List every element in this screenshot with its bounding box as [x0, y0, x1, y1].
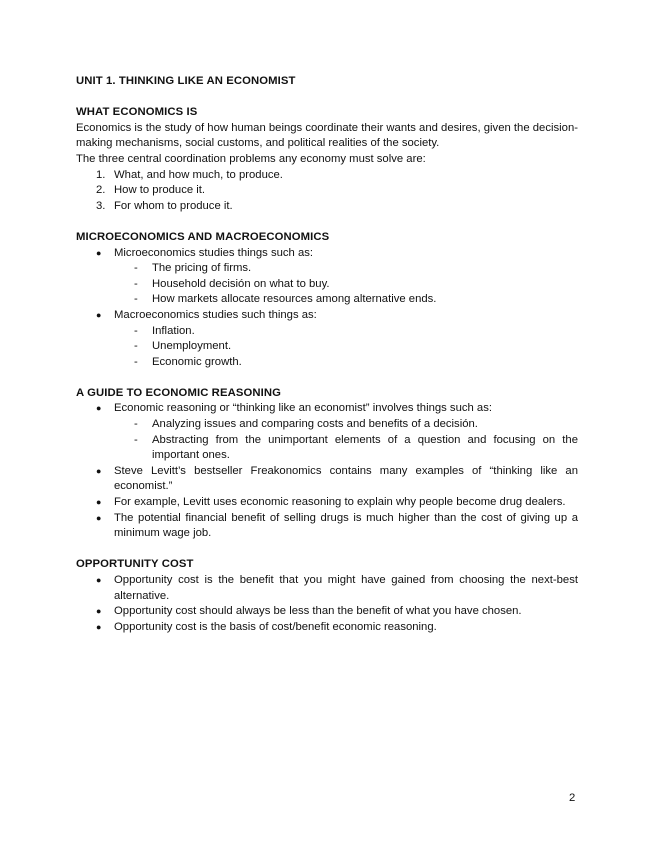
- list-item: [76, 573, 578, 604]
- sublist-item: [114, 261, 578, 277]
- sublist-item-text: Household decisión on what to buy.: [152, 277, 330, 290]
- list-item: [76, 199, 578, 215]
- section-heading-what-economics-is: WHAT ECONOMICS IS: [76, 106, 198, 119]
- list-item-text: Opportunity cost is the benefit that you might have gained from choosing the next-best alternative.: [114, 574, 578, 602]
- dash-icon: -: [134, 433, 138, 446]
- list-number: 1.: [96, 168, 106, 181]
- section-what-economics-is: [76, 105, 578, 214]
- sublist-item-text: Analyzing issues and comparing costs and benefits of a decisión.: [152, 418, 478, 431]
- list-item-text: How to produce it.: [114, 184, 206, 197]
- list-item: [76, 620, 578, 636]
- section-heading-micro-macro: MICROECONOMICS AND MACROECONOMICS: [76, 230, 330, 243]
- dash-icon: -: [134, 262, 138, 275]
- economics-definition: Economics is the study of how human beings coordinate their wants and desires, given the decision-making mechanisms, social customs, and political realities of the society.: [76, 121, 578, 150]
- bullet-icon: ●: [96, 309, 102, 320]
- sublist-item: [114, 417, 578, 433]
- list-item-text: Microeconomics studies things such as:: [114, 246, 314, 259]
- list-item: [76, 183, 578, 199]
- bullet-icon: ●: [96, 621, 102, 632]
- list-item-text: Steve Levitt’s bestseller Freakonomics contains many examples of “thinking like an economist.”: [114, 464, 578, 493]
- section-opportunity-cost: [76, 557, 578, 635]
- sublist-item: [114, 324, 578, 340]
- list-item: [76, 401, 578, 463]
- list-item: [76, 308, 578, 370]
- dash-icon: -: [134, 293, 138, 306]
- sublist-item-text: Unemployment.: [152, 340, 232, 353]
- list-number: 3.: [96, 199, 106, 212]
- bullet-icon: ●: [96, 606, 102, 617]
- micro-macro-list: [76, 246, 578, 371]
- list-item: [76, 246, 578, 308]
- coordination-problems-list: [76, 168, 578, 215]
- dash-icon: -: [134, 340, 138, 353]
- micro-sublist: [114, 261, 578, 308]
- list-item-text: Opportunity cost is the basis of cost/benefit economic reasoning.: [114, 620, 437, 633]
- economic-reasoning-list: [76, 401, 578, 541]
- sublist-item-text: The pricing of firms.: [152, 262, 252, 275]
- unit-title: UNIT 1. THINKING LIKE AN ECONOMIST: [76, 75, 296, 87]
- sublist-item: [114, 292, 578, 308]
- section-economic-reasoning: [76, 386, 578, 542]
- list-item-text: For example, Levitt uses economic reasoning to explain why people become drug dealers.: [114, 496, 566, 509]
- list-item-text: For whom to produce it.: [114, 199, 233, 212]
- sublist-item: [114, 339, 578, 355]
- reasoning-sublist: [114, 417, 578, 464]
- bullet-icon: ●: [96, 497, 102, 508]
- sublist-item-text: Economic growth.: [152, 355, 242, 368]
- list-number: 2.: [96, 184, 106, 197]
- document-page: [76, 74, 578, 635]
- sublist-item-text: How markets allocate resources among alternative ends.: [152, 293, 437, 306]
- section-micro-macro: [76, 230, 578, 370]
- dash-icon: -: [134, 324, 138, 337]
- section-heading-opportunity-cost: OPPORTUNITY COST: [76, 558, 194, 571]
- list-item: [76, 168, 578, 184]
- sublist-item-text: Abstracting from the unimportant elements of a question and focusing on the important ones.: [152, 433, 578, 462]
- bullet-icon: ●: [96, 512, 102, 523]
- opportunity-cost-list: [76, 573, 578, 635]
- list-item-text: Macroeconomics studies such things as:: [114, 308, 317, 321]
- list-item-text: Economic reasoning or “thinking like an economist” involves things such as:: [114, 402, 493, 415]
- macro-sublist: [114, 324, 578, 371]
- list-item: [76, 511, 578, 542]
- bullet-icon: ●: [96, 247, 102, 258]
- sublist-item: [114, 355, 578, 371]
- list-item-text: What, and how much, to produce.: [114, 168, 283, 181]
- dash-icon: -: [134, 355, 138, 368]
- page-number: 2: [569, 792, 576, 804]
- sublist-item-text: Inflation.: [152, 324, 195, 337]
- bullet-icon: ●: [96, 403, 102, 414]
- coordination-problems-intro: The three central coordination problems any economy must solve are:: [76, 152, 426, 165]
- dash-icon: -: [134, 277, 138, 290]
- sublist-item: [114, 433, 578, 464]
- list-item-text: The potential financial benefit of selling drugs is much higher than the cost of giving up a minimum wage job.: [114, 511, 578, 540]
- bullet-icon: ●: [96, 575, 102, 585]
- list-item: [76, 495, 578, 511]
- bullet-icon: ●: [96, 465, 102, 476]
- list-item: [76, 464, 578, 495]
- list-item-text: Opportunity cost should always be less than the benefit of what you have chosen.: [114, 605, 522, 618]
- dash-icon: -: [134, 418, 138, 431]
- sublist-item: [114, 277, 578, 293]
- list-item: [76, 604, 578, 620]
- section-heading-economic-reasoning: A GUIDE TO ECONOMIC REASONING: [76, 386, 282, 399]
